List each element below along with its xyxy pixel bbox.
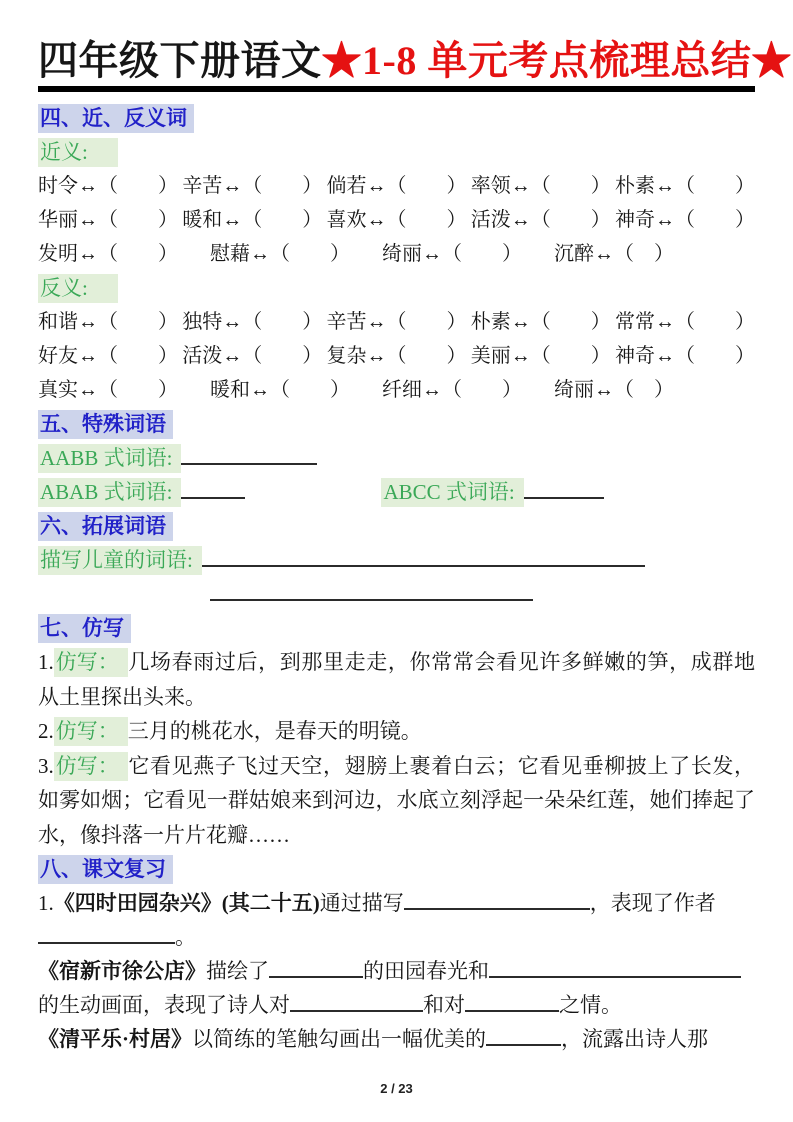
book-title: 《清平乐·村居》 — [38, 1027, 193, 1051]
fill-blank — [404, 889, 590, 910]
fill-blank — [489, 957, 741, 978]
word-pair: 独特↔（ ） — [182, 311, 323, 333]
review-text: 。 — [175, 925, 196, 949]
section7-heading: 七、仿写 — [38, 614, 131, 643]
word-pair: 朴素↔（ ） — [615, 175, 755, 197]
fill-blank — [290, 991, 423, 1012]
section8-heading-line — [38, 852, 755, 886]
title-highlight: ★1-8 单元考点梳理总结★ — [321, 38, 792, 83]
fill-blank — [181, 478, 245, 499]
review-text: 以简练的笔触勾画出一幅优美的 — [192, 1027, 487, 1051]
abcc-group — [381, 475, 603, 509]
mimic-item-2 — [38, 714, 755, 749]
mimic-tag: 仿写： — [54, 648, 128, 677]
fill-blank — [202, 546, 645, 567]
word-pair: 华丽↔（ ） — [38, 209, 178, 231]
mimic-item-3 — [38, 749, 755, 853]
word-pair: 真实↔（ ） — [38, 379, 178, 401]
title-divider — [38, 86, 755, 92]
mimic-text: 它看见燕子飞过天空，翅膀上裹着白云；它看见垂柳披上了长发，如雾如烟；它看见一群姑娘来到河边，水底立刻浮起一朵朵红莲，她们捧起了水，像抖落一片片花瓣…… — [38, 753, 755, 847]
word-pair: 神奇↔（ ） — [615, 209, 755, 231]
fill-blank — [465, 991, 559, 1012]
fill-blank — [524, 478, 604, 499]
abcc-label: ABCC 式词语: — [381, 478, 523, 507]
mimic-item-1 — [38, 645, 755, 714]
title-prefix: 四年级下册语文 — [38, 38, 322, 83]
word-pair: 绮丽↔（ ） — [382, 243, 522, 265]
antonyms-label: 反义: — [38, 274, 118, 303]
section5-heading: 五、特殊词语 — [38, 410, 173, 439]
aabb-line — [38, 441, 755, 475]
fill-blank — [38, 923, 175, 944]
fill-blank — [269, 957, 363, 978]
section5-heading-line — [38, 407, 755, 441]
word-pair: 暖和↔（ ） — [210, 379, 350, 401]
book-title: 《四时田园杂兴》(其二十五) — [53, 891, 320, 915]
word-pair: 时令↔（ ） — [38, 175, 178, 197]
section6-heading: 六、拓展词语 — [38, 512, 173, 541]
word-pair: 和谐↔（ ） — [38, 311, 178, 333]
review-text: 通过描写 — [319, 891, 404, 915]
abab-label: ABAB 式词语: — [38, 478, 181, 507]
word-pair: 喜欢↔（ ） — [326, 209, 467, 231]
mimic-tag: 仿写： — [54, 717, 128, 746]
worksheet-content — [38, 101, 755, 1056]
review-text: 的生动画面，表现了诗人对 — [38, 993, 290, 1017]
review-text: ，流露出诗人那 — [561, 1027, 709, 1051]
word-pair: 倘若↔（ ） — [326, 175, 467, 197]
children-words-label: 描写儿童的词语: — [38, 546, 202, 575]
antonyms-row-3 — [38, 373, 755, 407]
review-line-3 — [38, 954, 755, 988]
word-pair: 绮丽↔（ ） — [554, 379, 674, 401]
word-pair: 复杂↔（ ） — [326, 345, 467, 367]
mimic-tag: 仿写： — [54, 752, 128, 781]
antonyms-row-1 — [38, 305, 755, 339]
section4-heading: 四、近、反义词 — [38, 104, 194, 133]
word-pair: 美丽↔（ ） — [470, 345, 611, 367]
aabb-label: AABB 式词语: — [38, 444, 181, 473]
word-pair: 朴素↔（ ） — [470, 311, 611, 333]
section6-heading-line — [38, 509, 755, 543]
fill-blank — [486, 1025, 561, 1046]
item-number: 3. — [38, 753, 54, 778]
section8-heading: 八、课文复习 — [38, 855, 173, 884]
item-number: 2. — [38, 719, 54, 743]
children-words-line-2 — [38, 577, 755, 611]
synonyms-label: 近义: — [38, 138, 118, 167]
word-pair: 好友↔（ ） — [38, 345, 178, 367]
synonyms-row-2 — [38, 203, 755, 237]
word-pair: 常常↔（ ） — [615, 311, 755, 333]
fill-blank — [181, 444, 317, 465]
abab-abcc-line — [38, 475, 755, 509]
word-pair: 神奇↔（ ） — [615, 345, 755, 367]
review-text: 描绘了 — [206, 959, 269, 983]
fill-blank — [210, 580, 533, 601]
children-words-line — [38, 543, 755, 577]
mimic-text: 三月的桃花水，是春天的明镜。 — [127, 719, 422, 743]
word-pair: 发明↔（ ） — [38, 243, 178, 265]
word-pair: 纤细↔（ ） — [382, 379, 522, 401]
page-number: 2 / 23 — [380, 1081, 413, 1096]
review-text: 和对 — [423, 993, 465, 1017]
synonyms-row-3 — [38, 237, 755, 271]
word-pair: 辛苦↔（ ） — [326, 311, 467, 333]
review-text: 之情。 — [559, 993, 622, 1017]
antonyms-label-line — [38, 271, 755, 305]
word-pair: 活泼↔（ ） — [182, 345, 323, 367]
item-number: 1. — [38, 891, 54, 915]
word-pair: 辛苦↔（ ） — [182, 175, 323, 197]
word-pair: 慰藉↔（ ） — [210, 243, 350, 265]
book-title: 《宿新市徐公店》 — [38, 959, 206, 983]
review-line-1 — [38, 886, 755, 920]
word-pair: 率领↔（ ） — [470, 175, 611, 197]
item-number: 1. — [38, 650, 54, 674]
synonyms-label-line — [38, 135, 755, 169]
review-line-5 — [38, 1022, 755, 1056]
word-pair: 暖和↔（ ） — [182, 209, 323, 231]
mimic-text: 几场春雨过后，到那里走走，你常常会看见许多鲜嫩的笋，成群地从土里探出头来。 — [38, 650, 755, 709]
review-line-4 — [38, 988, 755, 1022]
review-text: ，表现了作者 — [589, 891, 716, 915]
page-title — [38, 38, 792, 84]
antonyms-row-2 — [38, 339, 755, 373]
review-text: 的田园春光和 — [363, 959, 489, 983]
synonyms-row-1 — [38, 169, 755, 203]
section4-heading-line — [38, 101, 755, 135]
word-pair: 沉醉↔（ ） — [554, 243, 674, 265]
review-line-2 — [38, 920, 755, 954]
section7-heading-line — [38, 611, 755, 645]
word-pair: 活泼↔（ ） — [470, 209, 611, 231]
